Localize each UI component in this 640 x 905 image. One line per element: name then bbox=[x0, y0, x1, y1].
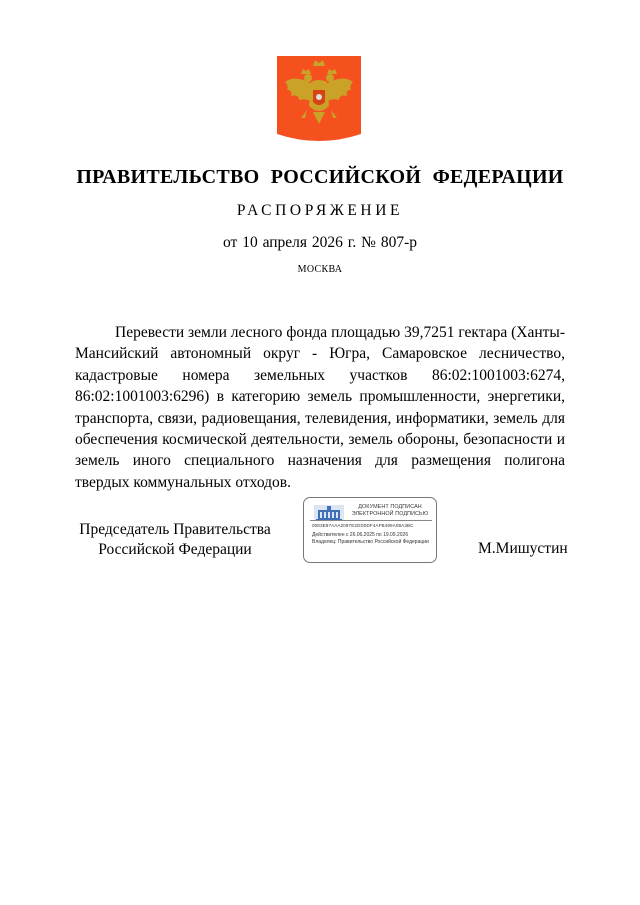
document-city: МОСКВА bbox=[297, 264, 343, 275]
signatory-position-line1: Председатель Правительства bbox=[79, 521, 271, 538]
stamp-title-line2: ЭЛЕКТРОННОЙ ПОДПИСЬЮ bbox=[351, 511, 429, 517]
russian-coat-of-arms-icon bbox=[277, 56, 361, 142]
document-date-number: от 10 апреля 2026 г. № 807-р bbox=[223, 234, 417, 251]
stamp-title-line1: ДОКУМЕНТ ПОДПИСАН bbox=[358, 504, 422, 510]
government-title: ПРАВИТЕЛЬСТВО РОССИЙСКОЙ ФЕДЕРАЦИИ bbox=[76, 166, 564, 188]
stamp-validity: Действителен с 26.06.2025 по 19.09.2026 bbox=[312, 532, 409, 538]
stamp-title bbox=[344, 504, 436, 518]
signatory-position bbox=[70, 520, 280, 560]
stamp-owner: Владелец: Правительство Российской Федерации bbox=[312, 539, 429, 545]
signatory-name: М.Мишустин bbox=[478, 540, 568, 557]
signatory-position-line2: Российской Федерации bbox=[98, 541, 252, 558]
stamp-certificate-number: 0083E97AAA2097E2DD0DF4AFB499A08A3BC bbox=[312, 523, 414, 528]
stamp-divider bbox=[310, 520, 432, 521]
electronic-signature-stamp bbox=[303, 497, 437, 563]
document-type: РАСПОРЯЖЕНИЕ bbox=[236, 202, 404, 219]
order-text: Перевести земли лесного фонда площадью 39,7251 гектара (Ханты-Мансийский автономный округ - Югра, Самаровское лесничество, кадастровые номера земельных участков 86:02:1001003:6274, 86:02:1001003:6296) в категорию земель промышленности, энергетики, транспорта, связи, радиовещания, телевидения, информатики, земель для обеспечения космической деятельности, земель обороны, безопасности и земель иного специального назначения для размещения полигона твердых коммунальных отходов. bbox=[75, 324, 565, 491]
